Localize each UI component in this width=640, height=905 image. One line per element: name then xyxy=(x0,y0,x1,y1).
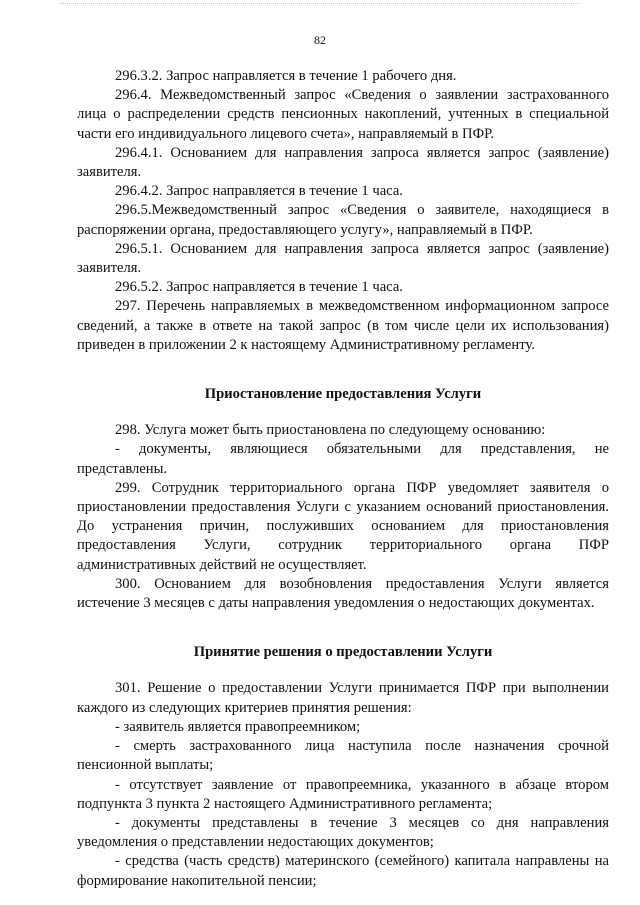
paragraph-296-4-1: 296.4.1. Основанием для направления запроса является запрос (заявление) заявителя. xyxy=(77,144,609,181)
list-item: - заявитель является правопреемником; xyxy=(115,718,361,735)
paragraph-301: 301. Решение о предоставлении Услуги принимается ПФР при выполнении каждого из следующих критериев принятия решения: xyxy=(77,680,609,716)
paragraph-299: 299. Сотрудник территориального органа ПФР уведомляет заявителя о приостановлении предоставления Услуги с указанием оснований приостановления. До устранения причин, послуживших основанием для приостановления предоставления Услуги, сотрудник территориального органа ПФР административных действий не осуществляет. xyxy=(77,479,609,573)
paragraph-300: 300. Основанием для возобновления предоставления Услуги является истечение 3 месяцев с даты направления уведомления о недостающих документах. xyxy=(77,575,609,612)
paragraph-296-3-2: 296.3.2. Запрос направляется в течение 1 рабочего дня. xyxy=(115,68,457,84)
spacer xyxy=(77,613,609,643)
paragraph-297: 297. Перечень направляемых в межведомственном информационном запросе сведений, а также в ответе на такой запрос (в том числе цели их использования) приведен в приложении 2 к настоящему Административному регламенту. xyxy=(77,298,609,353)
list-item: - отсутствует заявление от правопреемника, указанного в абзаце втором подпункта 3 пункта 2 настоящего Административного регламента; xyxy=(77,776,609,812)
list-item: - смерть застрахованного лица наступила после назначения срочной пенсионной выплаты; xyxy=(77,738,609,774)
spacer xyxy=(77,404,609,421)
document-body xyxy=(77,67,609,891)
page-number: 82 xyxy=(314,33,326,47)
spacer xyxy=(77,355,609,385)
paragraph-296-4: 296.4. Межведомственный запрос «Сведения о заявлении застрахованного лица о распределении средств пенсионных накоплений, учтенных в специальной части его индивидуального лицевого счета», направляемый в ПФР. xyxy=(77,87,609,142)
list-item: - средства (часть средств) материнского (семейного) капитала направлены на формирование накопительной пенсии; xyxy=(77,853,609,889)
paragraph-296-5: 296.5.Межведомственный запрос «Сведения о заявителе, находящиеся в распоряжении органа, предоставляющего услугу», направляемый в ПФР. xyxy=(77,202,609,238)
paragraph-296-5-2: 296.5.2. Запрос направляется в течение 1 часа. xyxy=(115,279,403,296)
paragraph-298: 298. Услуга может быть приостановлена по следующему основанию: xyxy=(115,422,546,439)
list-item: - документы представлены в течение 3 месяцев со дня направления уведомления о представлении недостающих документов; xyxy=(77,814,609,851)
spacer xyxy=(77,662,609,679)
list-item: - документы, являющиеся обязательными для представления, не представлены. xyxy=(77,441,609,477)
paragraph-296-5-1: 296.5.1. Основанием для направления запроса является запрос (заявление) заявителя. xyxy=(77,240,609,277)
paragraph-296-4-2: 296.4.2. Запрос направляется в течение 1 часа. xyxy=(115,183,403,200)
section-heading-suspension: Приостановление предоставления Услуги xyxy=(204,386,482,403)
scan-artifact-line xyxy=(60,3,580,4)
section-heading-decision: Принятие решения о предоставлении Услуги xyxy=(193,644,493,661)
